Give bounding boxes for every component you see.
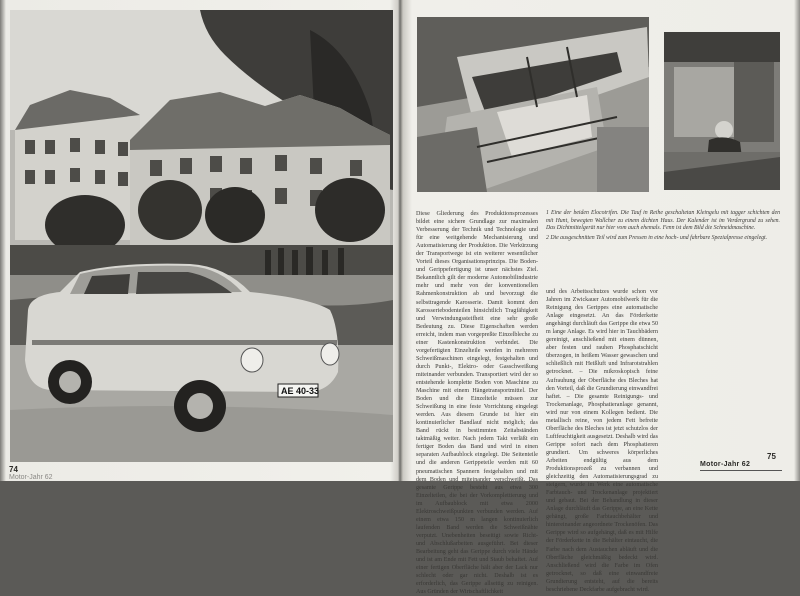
- page-number-left: 74: [9, 465, 18, 474]
- caption-2: 2 Die ausgeschnitten Teil wird zum Pressen in eine hoch- und fahrbare Spezialpresse eingelegt.: [546, 234, 768, 241]
- license-plate: AE 40-33: [281, 386, 320, 396]
- article-column-right: [546, 288, 659, 593]
- factory-photo-conveyor: [417, 17, 649, 192]
- caption-1: 1 Eine der beiden Elocotrifen. Die Tauf in Reihe geschaltetan Kleingelu mit tagger schichten den mit Hunt, bewegten Wallcher zu einem dichten Haus. Der Kalender ist im Verdergrund zu sehen. Das Dichtmittelgerät nur hier vom auch ehemals. Fenn ist dem Bild die Schneidmaschine.: [546, 210, 780, 232]
- factory-photo-illustration: [417, 17, 649, 192]
- running-title-right: Motor-Jahr 62: [700, 461, 751, 468]
- article-column-left: [416, 210, 538, 596]
- worker-photo-illustration: [664, 32, 780, 190]
- article-text-right: und des Arbeitsschutzes wurde schon vor Jahren im Zwickauer Automobilwerk für die Reinigung des Gerippes eine automatische Anlage eingesetzt. An das Förderkette angehängt durchläuft das Gerippe die etwa 50 m lange Anlage. Es wird hier in Tauchbädern gereinigt, anschließend mit einem dünnen, aber festen und rauhen Phosphatschicht überzogen, in heißem Wasser gewaschen und schließlich mit Heißluft und Infrarotstrahlen getrocknet. – Die mikroskopisch feine Aufrauhung der Oberfläche des Bleches hat den Vorteil, daß die Grundierung einwandfrei haftet. – Die gesamte Reinigungs- und Trockenanlage, Phosphatieranlage genannt, wird nur von einem Kollegen bedient. Die metallisch reine, von jedem Fett befreite Oberfläche des Bleches ist jetzt schutzlos der Luftfeuchtigkeit ausgesetzt. Deshalb wird das Gerippe sofort nach dem Phosphatieren grundiert. Um schweres körperliches Arbeiten endgültig aus dem Produktionsprozeß zu verbannen und gleichzeitig den Automatisierungsgrad zu steigern, wurde im Werk eine automatische Farbtauch- und Trockenanlage projektiert und gebaut. Bei der Behandlung in dieser Anlage durchläuft das Gerippe, an eine Kette gehängt, große Farbtauchbehälter und hintereinander angeordnete Trockenöfen. Das Gerippe wird so aufgehängt, daß es mit Hilfe der Förderkette in die Behälter eintaucht, die Farbe nach dem Austauchen abläuft und die Oberfläche gleichmäßig bedeckt wird. Anschließend wird die Farbe im Ofen getrocknet, so daß eine einwandfreie Grundierung entsteht, auf die bereits beschriebene Deckfarbe aufgebracht wird.: [546, 289, 659, 593]
- factory-photo-worker: [664, 32, 780, 190]
- article-text-left: Diese Gliederung des Produktionsprozesses bildet eine sichere Grundlage zur maximalen Verbesserung der Technik und Technologie und für eine weitgehende Mechanisierung und Automatisierung der Produktion. Die Verkürzung der Transportwege ist ein weiterer wesentlicher Vorteil dieses Organisationsprinzips. Die Boden- und Gerippefertigung ist unser nächstes Ziel. Bekanntlich gilt der moderne Automobilindustrie mehr und mehr von der konventionellen Rahmenkonstruktion ab und bevorzugt die selbsttragende Karosserie. Damit kommt den Karosseriebodenteilen hinsichtlich Tragfähigkeit und Verwindungssteifheit eine sehr große Bedeutung zu. Diese Eigenschaften werden erreicht, indem man vorgepreßte Einzelbleche zu einer Kastenkonstruktion verbindet. Die vorgefertigten Einzelteile werden in mehreren Schweißmaschinen eingelegt, festgehalten und durch Punkt-, Elektro- oder Gasschweißung miteinander verbunden. Transportiert wird der so entstehende komplette Boden von Maschine zu Maschine mit einem Hängetransportmittel. Der Boden und die Einzelteile müssen zur Schweißung in eine feste Vorrichtung eingelegt werden. Aus diesem Grunde ist hier ein kontinuierlicher Bandlauf nicht möglich; das Band rückt in bestimmten Zeitabständen taktmäßig weiter. Nach jedem Takt verläßt ein fertiger Boden das Band und wird in einen separaten Aufbaublock eingelegt. Die Seitenteile und die anderen Gerippeteile werden mit 60 pneumatischen Spannern festgehalten und mit dem Boden und miteinander verschweißt. Das gesamte Gerippe besteht aus etwa 300 Einzelteilen, die bei der Vorkomplettierung und im Aufbaublock mit etwa 2000 Elektroschweißpunkten verbunden werden. Auf einem etwa 150 m langen kontinuierlich laufenden Band werden die Schweißnähte verputzt. Unebenheiten beseitigt sowie Richt- und Abschlußarbeiten ausgeführt. Bei dieser Bearbeitung geht das Gerippe durch viele Hände und ist am Ende mit Fett und Staub behaftet. Auf einer fertigen Oberfläche hält aber der Lack nur schlecht oder gar nicht. Deshalb ist es erforderlich, das Gerippe allseitig zu reinigen. Aus Gründen der Wirtschaftlichkeit: [416, 211, 538, 596]
- car-street-photo: [10, 10, 393, 462]
- car-photo-illustration: [10, 10, 393, 462]
- page-number-right: 75: [767, 452, 776, 461]
- photo-captions: [546, 210, 780, 242]
- footer-rule: [700, 470, 782, 471]
- running-title-left: Motor-Jahr 62: [9, 474, 53, 481]
